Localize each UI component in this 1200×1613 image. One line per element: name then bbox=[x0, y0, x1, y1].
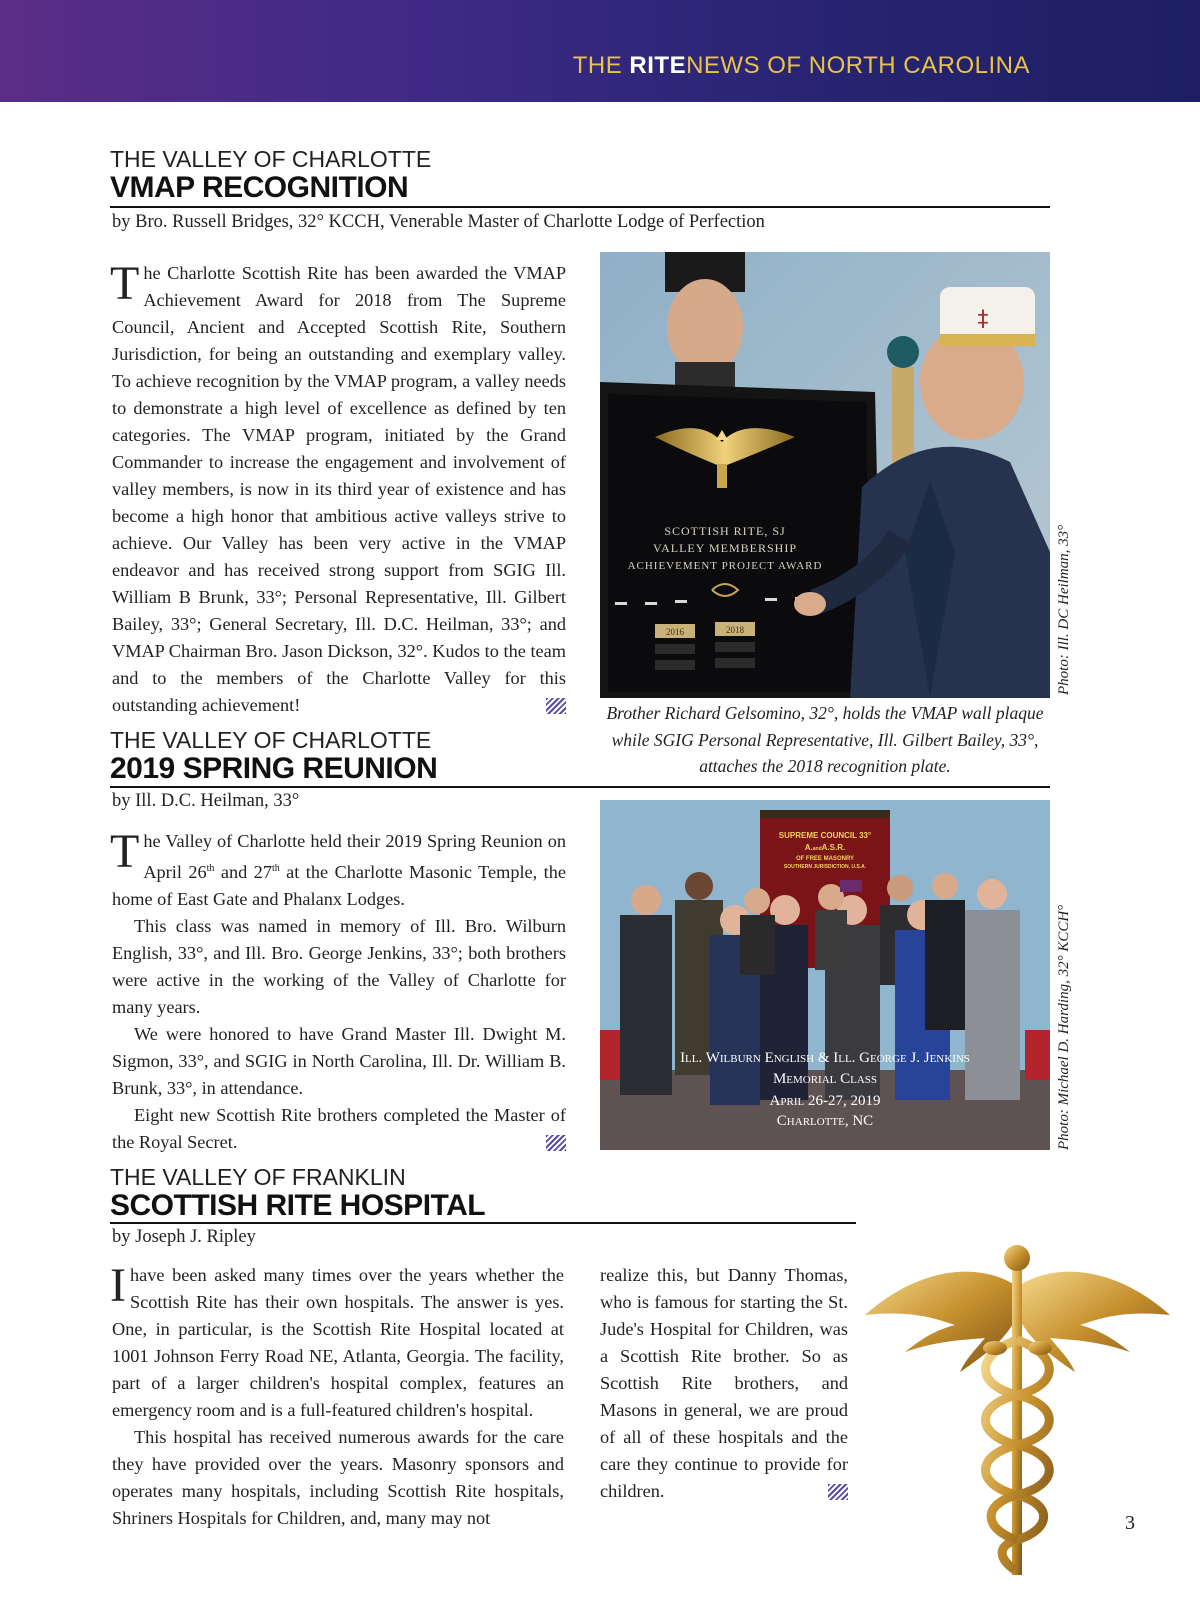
banner-line2: A.andA.S.R. bbox=[804, 843, 846, 852]
article1-body: The Charlotte Scottish Rite has been awarded the VMAP Achievement Award for 2018 from The Supreme Council, Ancient and Accepted Scottish Rite, Southern Jurisdiction, for being an outstanding and exemplary valley. To achieve recognition by the VMAP program, a valley needs to demonstrate a high level of excellence as defined by ten categories. The VMAP program, initiated by the Grand Commander to increase the engagement and involvement of valley members, is now in its third year of existence and has become a high honor that ambitious active valleys strive to achieve. Our Valley has been very active in the VMAP endeavor and has received strong support from SGIG Ill. William B Brunk, 33°; Personal Representative, Ill. Gilbert Bailey, 33°; General Secretary, Ill. D.C. Heilman, 33°; and VMAP Chairman Bro. Jason Dickson, 32°. Kudos to the team and to the members of the Charlotte Valley for this outstanding achievement! bbox=[110, 257, 566, 715]
end-of-article-mark-icon bbox=[546, 1135, 566, 1151]
article3-title: SCOTTISH RITE HOSPITAL bbox=[110, 1189, 486, 1222]
banner-line4: SOUTHERN JURISDICTION, U.S.A. bbox=[783, 864, 867, 870]
article1-byline: by Bro. Russell Bridges, 32° KCCH, Venerable Master of Charlotte Lodge of Perfection bbox=[112, 212, 765, 232]
overlay-line4: Charlotte, NC bbox=[776, 1113, 874, 1129]
photo1-credit: Photo: Ill. DC Heilman, 33° bbox=[1056, 524, 1072, 695]
header-banner bbox=[0, 0, 1200, 102]
article3-dropcap: I bbox=[110, 1259, 126, 1312]
article2-byline: by Ill. D.C. Heilman, 33° bbox=[112, 791, 300, 811]
article2-dropcap: T bbox=[110, 825, 140, 878]
photo1-caption: Brother Richard Gelsomino, 32°, holds the VMAP wall plaque while SGIG Personal Representative, Ill. Gilbert Bailey, 33°, attaches the 2018 recognition plate. bbox=[606, 703, 1044, 776]
article3-rule bbox=[110, 1222, 856, 1224]
end-of-article-mark-icon bbox=[546, 698, 566, 714]
banner-line1: SUPREME COUNCIL 33° bbox=[778, 831, 872, 840]
vmap-plaque-photo bbox=[600, 252, 1050, 698]
plaque-line2: VALLEY MEMBERSHIP bbox=[652, 541, 798, 555]
svg-text:‡: ‡ bbox=[977, 307, 989, 332]
page-number: 3 bbox=[1125, 1512, 1135, 1534]
photo2-credit: Photo: Michael D. Harding, 32° KCCH° bbox=[1056, 904, 1072, 1150]
overlay-line2: Memorial Class bbox=[772, 1071, 878, 1087]
plaque-year-2016: 2016 bbox=[666, 627, 684, 637]
article1-dropcap: T bbox=[110, 257, 140, 310]
reunion-class-photo bbox=[600, 800, 1050, 1150]
banner-line3: OF FREE MASONRY bbox=[795, 856, 855, 862]
article2-rule bbox=[110, 786, 1050, 788]
plaque-year-2018: 2018 bbox=[726, 625, 744, 635]
article3-kicker: THE VALLEY OF FRANKLIN bbox=[110, 1164, 406, 1190]
article1-rule bbox=[110, 206, 1050, 208]
article2-kicker: THE VALLEY OF CHARLOTTE bbox=[110, 727, 432, 753]
article2-title: 2019 SPRING REUNION bbox=[110, 752, 438, 785]
overlay-line1: Ill. Wilburn English & Ill. George J. Jenkins bbox=[680, 1050, 970, 1066]
plaque-line1: SCOTTISH RITE, SJ bbox=[664, 524, 786, 538]
article2-body: The Valley of Charlotte held their 2019 Spring Reunion on April 26th and 27th at the Charlotte Masonic Temple, the home of East Gate and Phalanx Lodges. This class was named in memory of Ill. Bro. Wilburn English, 33°, and Ill. Bro. George Jenkins, 33°; both brothers were active in the working of the Valley of Charlotte for many years. We were honored to have Grand Master Ill. Dwight M. Sigmon, 33°, and SGIG in North Carolina, Ill. Dr. William B. Brunk, 33°, in attendance. Eight new Scottish Rite brothers completed the Master of the Royal Secret. bbox=[110, 825, 566, 1153]
overlay-line3: April 26-27, 2019 bbox=[769, 1093, 881, 1109]
article3-body-col2: realize this, but Danny Thomas, who is famous for starting the St. Jude's Hospital for Children, was a Scottish Rite brother. So as Scottish Rite brothers, and Masons in general, we are proud of all of these hospitals and the care they continue to provide for children. bbox=[600, 1265, 848, 1501]
end-of-article-mark-icon bbox=[828, 1484, 848, 1500]
article3-body-col1: I have been asked many times over the years whether the Scottish Rite has their own hospitals. The answer is yes. One, in particular, is the Scottish Rite Hospital located at 1001 Johnson Ferry Road NE, Atlanta, Georgia. The facility, part of a larger children's hospital complex, features an emergency room and is a full-featured children's hospital. This hospital has received numerous awards for the care they have provided over the years. Masonry sponsors and operates many hospitals, including Scottish Rite hospitals, Shriners Hospitals for Children, and, many may not bbox=[110, 1259, 564, 1528]
article3-byline: by Joseph J. Ripley bbox=[112, 1227, 256, 1247]
article1-kicker: THE VALLEY OF CHARLOTTE bbox=[110, 146, 432, 172]
plaque-line3: ACHIEVEMENT PROJECT AWARD bbox=[627, 560, 823, 572]
masthead: THE RITENEWS OF NORTH CAROLINA bbox=[572, 52, 1030, 79]
article1-title: VMAP RECOGNITION bbox=[110, 171, 409, 204]
